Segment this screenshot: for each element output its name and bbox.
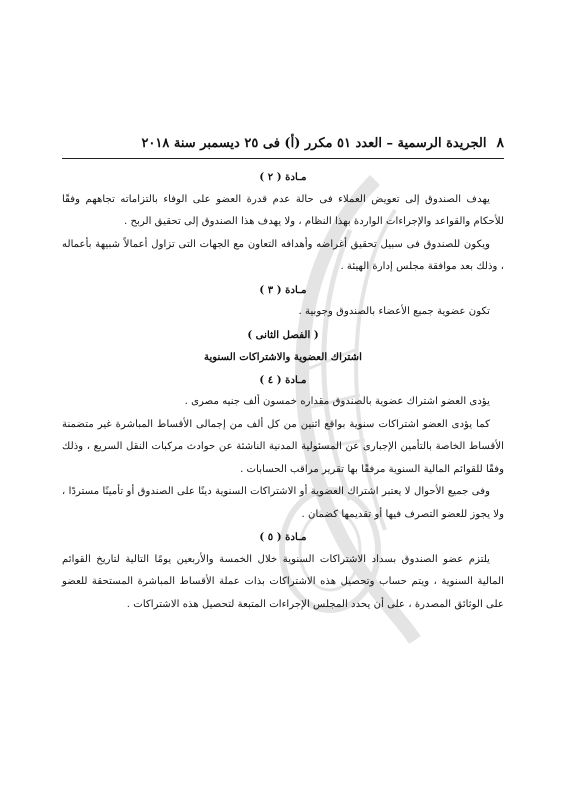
header-divider <box>62 158 504 159</box>
gazette-title: الجريدة الرسمية – العدد ٥١ مكرر (أ) فى ٢٥ ديسمبر سنة ٢٠١٨ <box>141 136 487 151</box>
article-3-paragraph-1: تكون عضوية جميع الأعضاء بالصندوق وجوبية . <box>298 306 490 317</box>
article-3-heading: مـادة ( ٣ ) <box>259 283 307 296</box>
article-4-heading: مـادة ( ٤ ) <box>259 373 307 386</box>
article-4-paragraph-1: يؤدى العضو اشتراك عضوية بالصندوق مقداره خمسون ألف جنيه مصرى . <box>184 396 490 407</box>
article-2-heading: مـادة ( ٢ ) <box>259 171 307 183</box>
page-number: ٨ <box>496 135 504 151</box>
document-body <box>62 166 504 616</box>
article-5-paragraph-1: يلتزم عضو الصندوق بسداد الاشتراكات السنوية خلال الخمسة والأربعين يومًا التالية لتاريخ القوائم المالية السنوية ، ويتم حساب وتحصيل هذه الاشتراكات بذات عملة الأقساط المباشرة المستحقة للعضو على الوثائق المصدرة ، على أن يحدد المجلس الإجراءات المتبعة لتحصيل هذه الاشتراكات . <box>62 553 504 610</box>
article-4-paragraph-2: كما يؤدى العضو اشتراكات سنوية بواقع اثنين من كل ألف من إجمالى الأقساط المباشرة غير متضمنة الأقساط الخاصة بالتأمين الإجبارى عن المسئولية المدنية الناشئة عن حوادث مركبات النقل السريع ، وذلك وفقًا للقوائم المالية السنوية مرفقًا بها تقرير مراقب الحسابات . <box>62 418 504 475</box>
article-2-paragraph-1: يهدف الصندوق إلى تعويض العملاء فى حالة عدم قدرة العضو على الوفاء بالتزاماته تجاههم وفقًا للأحكام والقواعد والإجراءات الواردة بهذا النظام ، ولا يهدف هذا الصندوق إلى تحقيق الربح . <box>62 193 504 227</box>
article-2-paragraph-2: ويكون للصندوق فى سبيل تحقيق أغراضه وأهدافه التعاون مع الجهات التى تزاول أعمالاً شبيهة بأعماله ، وذلك بعد موافقة مجلس إدارة الهيئة . <box>62 238 504 272</box>
article-4-paragraph-3: وفى جميع الأحوال لا يعتبر اشتراك العضوية أو الاشتراكات السنوية دينًا على الصندوق أو تأمينًا مستردًا ، ولا يجوز للعضو التصرف فيها أو تقديمها كضمان . <box>62 486 504 520</box>
chapter-2-heading: ( الفصل الثانى ) <box>247 328 319 341</box>
chapter-2-subtitle: اشتراك العضوية والاشتراكات السنوية <box>204 351 362 363</box>
article-5-heading: مـادة ( ٥ ) <box>259 531 307 543</box>
document-page <box>62 0 504 800</box>
page-header <box>62 135 504 151</box>
